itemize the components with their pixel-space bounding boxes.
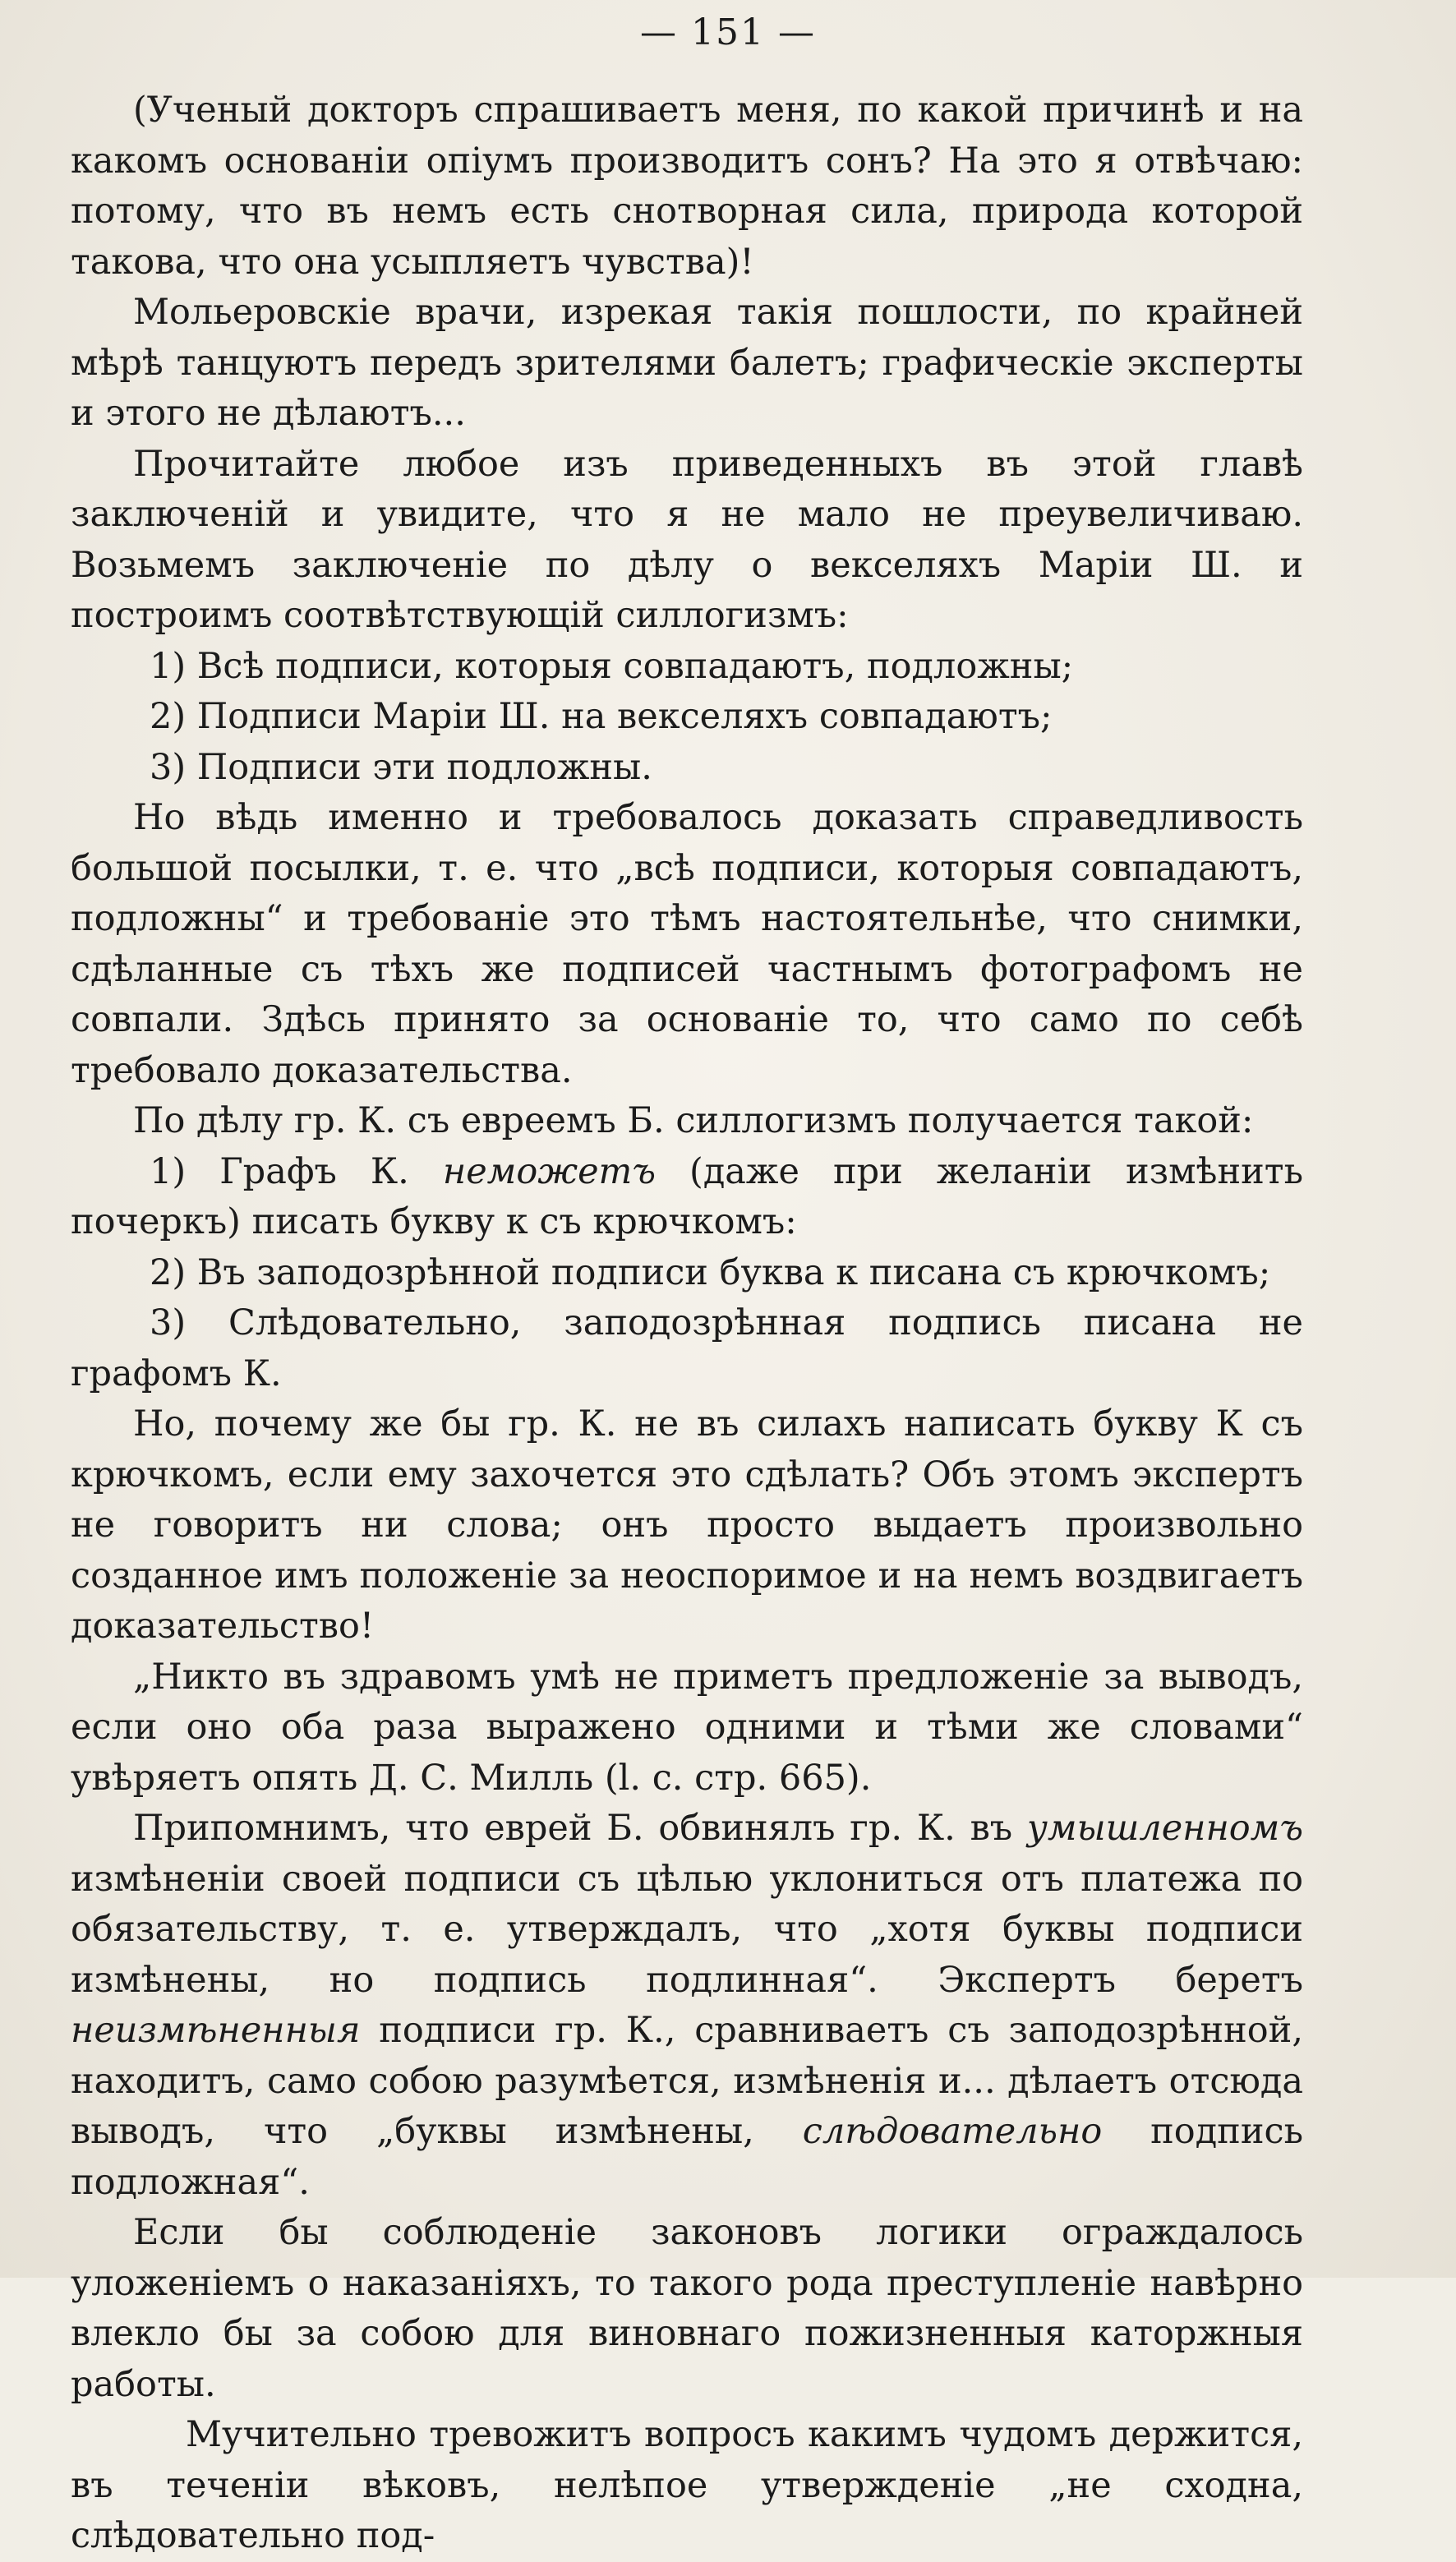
italic-run: слѣдовательно [802, 2111, 1103, 2152]
italic-run: неизмѣненныя [71, 2010, 361, 2051]
paragraph-major-premise: Но вѣдь именно и требовалось доказать справедливость большой посылки, т. е. что „всѣ подписи, которыя совпадаютъ, подложны“ и требованiе это тѣмъ настоятельнѣе, что снимки, сдѣланные съ тѣхъ же подписей частнымъ фотографомъ не совпали. Здѣсь принято за основанiе то, что само по себѣ требовало доказательства. [71, 797, 1303, 1091]
paragraph-case-count-k: По дѣлу гр. К. съ евреемъ Б. силлогизмъ получается такой: [133, 1100, 1254, 1141]
paragraph-tormenting-question: Мучительно тревожитъ вопросъ какимъ чудомъ держится, въ теченiи вѣковъ, нелѣпое утвержденiе „не сходна, слѣдовательно под- [71, 2414, 1303, 2556]
syllogism-1-item-2: 2) Подписи Марiи Ш. на векселяхъ совпадаютъ; [150, 696, 1053, 737]
text-run: Припомнимъ, что еврей Б. обвинялъ гр. К. въ [133, 1808, 1027, 1849]
syllogism-2-item-1 [71, 1147, 1303, 1248]
page-body [71, 85, 1303, 2562]
paragraph-logic-laws: Если бы соблюденiе законовъ логики ограждалось уложенiемъ о наказанiяхъ, то такого рода преступленiе навѣрно влекло бы за собою для виновнаго пожизненныя каторжныя работы. [71, 2212, 1303, 2405]
text-run: измѣненiи своей подписи съ цѣлью уклониться отъ платежа по обязательству, т. е. утверждалъ, что „хотя буквы подписи измѣнены, но подпись подлинная“. Экспертъ беретъ [71, 1858, 1303, 2001]
page-number: — 151 — [640, 12, 816, 53]
syllogism-2-item-2: 2) Въ заподозрѣнной подписи буква к писана съ крючкомъ; [150, 1251, 1271, 1293]
text-run: подписи гр. К., сравниваетъ съ заподозрѣнной, находитъ, само собою разумѣется, измѣненiя и... дѣлаетъ отсюда выводъ, что „буквы измѣнены, [71, 2010, 1303, 2152]
paragraph-moliere-doctors: Мольеровскiе врачи, изрекая такiя пошлости, по крайней мѣрѣ танцуютъ передъ зрителями балетъ; графическiе эксперты и этого не дѣлаютъ... [71, 292, 1303, 434]
paragraph-recall-accusation [71, 1804, 1303, 2208]
italic-run: неможетъ [442, 1150, 656, 1192]
syllogism-1-item-1: 1) Всѣ подписи, которыя совпадаютъ, подложны; [150, 645, 1074, 687]
italic-run: умышленномъ [1026, 1808, 1303, 1849]
paragraph-doctor-quote: (Ученый докторъ спрашиваетъ меня, по какой причинѣ и на какомъ основанiи опiумъ производитъ сонъ? На это я отвѣчаю: потому, что въ немъ есть снотворная сила, природа которой такова, что она усыпляетъ чувства)! [71, 90, 1303, 283]
text-run: подпись подложная“. [71, 2111, 1303, 2203]
text-run: 1) Графъ К. [150, 1150, 443, 1192]
text-run: (даже при желанiи измѣнить почеркъ) писать букву к съ крючкомъ: [71, 1150, 1303, 1242]
paragraph-mill-quote: „Никто въ здравомъ умѣ не приметъ предложенiе за выводъ, если оно оба раза выражено одними и тѣми же словами“ увѣряетъ опять Д. С. Милль (l. c. стр. 665). [71, 1656, 1303, 1799]
paragraph-read-conclusions: Прочитайте любое изъ приведенныхъ въ этой главѣ заключенiй и увидите, что я не мало не преувеличиваю. Возьмемъ заключенiе по дѣлу о векселяхъ Марiи Ш. и построимъ соотвѣтствующiй силлогизмъ: [71, 443, 1303, 636]
syllogism-1-item-3: 3) Подписи эти подложны. [150, 746, 652, 788]
paragraph-why-not-k: Но, почему же бы гр. К. не въ силахъ написать букву К съ крючкомъ, если ему захочется это сдѣлать? Объ этомъ экспертъ не говоритъ ни слова; онъ просто выдаетъ произвольно созданное имъ положенiе за неоспоримое и на немъ воздвигаетъ доказательство! [71, 1403, 1303, 1647]
syllogism-2-item-3: 3) Слѣдовательно, заподозрѣнная подпись писана не графомъ К. [71, 1302, 1303, 1394]
